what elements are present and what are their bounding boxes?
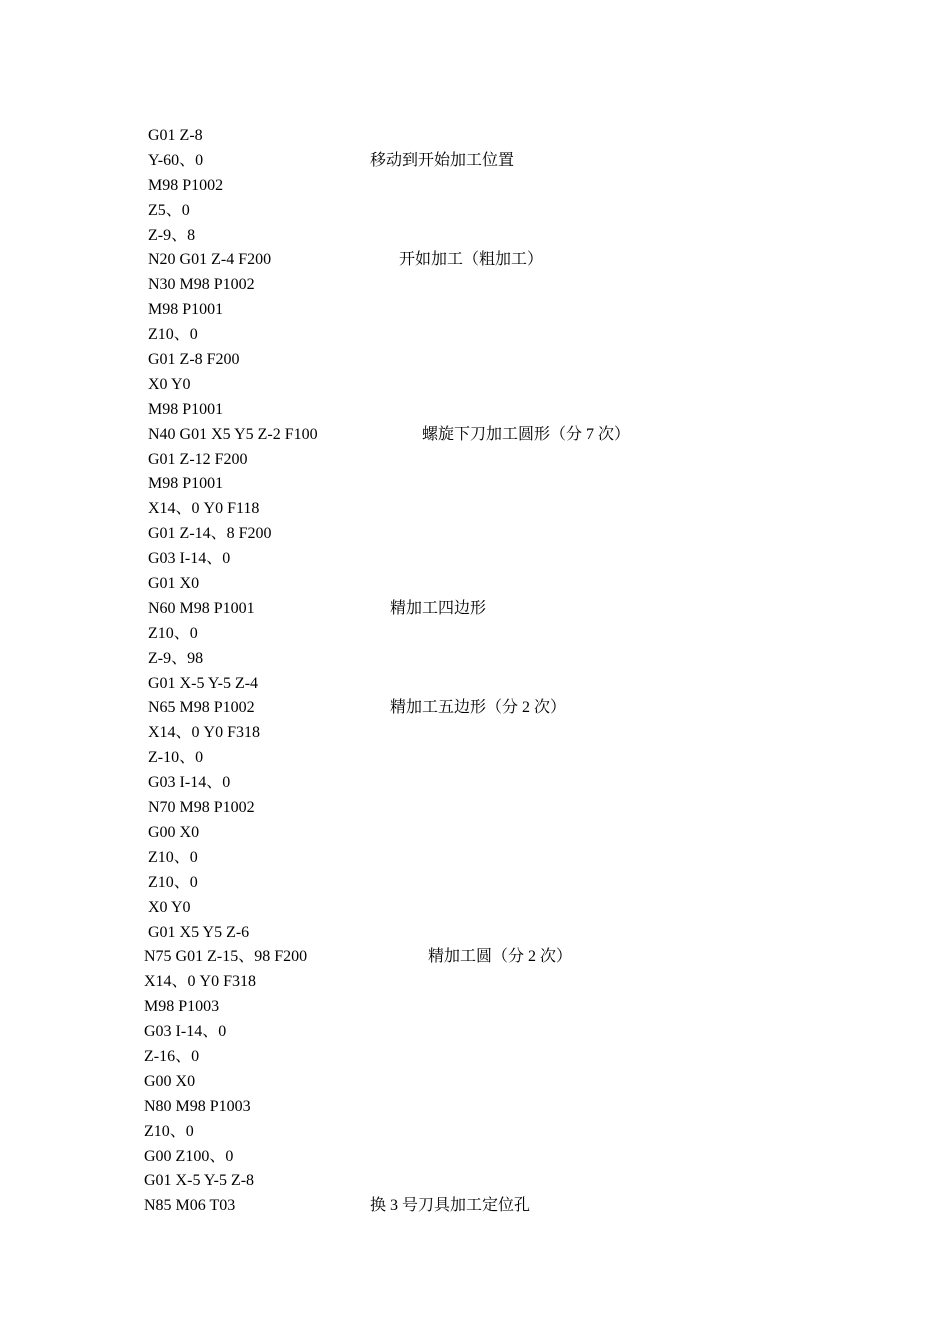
gcode-text: G01 X5 Y5 Z-6	[148, 923, 250, 941]
program-line	[0, 1120, 950, 1145]
program-line	[0, 224, 950, 249]
gcode-text: X14、0 Y0 F318	[148, 724, 261, 742]
gcode-text: N85 M06 T03	[144, 1197, 236, 1215]
gcode-text: N40 G01 X5 Y5 Z-2 F100	[148, 425, 318, 443]
line-comment: 换 3 号刀具加工定位孔	[370, 1197, 531, 1215]
gcode-text: G01 Z-8 F200	[148, 351, 240, 369]
program-line	[0, 497, 950, 522]
gcode-text: Z10、0	[148, 873, 198, 891]
gcode-text: N65 M98 P1002	[148, 699, 255, 717]
program-line	[0, 846, 950, 871]
gcode-text: G00 X0	[144, 1072, 196, 1090]
gcode-text: Z10、0	[148, 624, 198, 642]
gcode-text: M98 P1002	[148, 176, 224, 194]
program-line	[0, 1095, 950, 1120]
gcode-text: G01 X0	[148, 575, 200, 593]
gcode-text: M98 P1001	[148, 301, 224, 319]
program-line	[0, 248, 950, 273]
gcode-text: X0 Y0	[148, 375, 191, 393]
gcode-text: X0 Y0	[148, 898, 191, 916]
gcode-text: Y-60、0	[148, 151, 204, 169]
gcode-text: G01 X-5 Y-5 Z-4	[148, 674, 259, 692]
program-line	[0, 970, 950, 995]
gcode-text: M98 P1001	[148, 475, 224, 493]
line-comment: 精加工圆（分 2 次）	[428, 948, 573, 966]
gcode-text: G01 Z-12 F200	[148, 450, 248, 468]
line-comment: 螺旋下刀加工圆形（分 7 次）	[422, 425, 631, 443]
program-line	[0, 921, 950, 946]
gcode-text: X14、0 Y0 F118	[148, 500, 260, 518]
program-line	[0, 821, 950, 846]
program-line	[0, 647, 950, 672]
gcode-text: M98 P1001	[148, 400, 224, 418]
program-line	[0, 896, 950, 921]
program-line	[0, 373, 950, 398]
gcode-text: G01 X-5 Y-5 Z-8	[144, 1172, 255, 1190]
program-line	[0, 995, 950, 1020]
gcode-text: Z10、0	[148, 326, 198, 344]
gcode-text: N75 G01 Z-15、98 F200	[144, 948, 308, 966]
line-comment: 精加工四边形	[390, 599, 487, 617]
line-comment: 移动到开始加工位置	[370, 151, 515, 169]
gcode-text: X14、0 Y0 F318	[144, 973, 257, 991]
program-line	[0, 522, 950, 547]
program-line	[0, 348, 950, 373]
program-line	[0, 796, 950, 821]
gcode-text: G00 Z100、0	[144, 1147, 234, 1165]
program-line	[0, 1145, 950, 1170]
gcode-text: N70 M98 P1002	[148, 799, 255, 817]
line-comment: 精加工五边形（分 2 次）	[390, 699, 567, 717]
gcode-text: Z-16、0	[144, 1047, 200, 1065]
program-line	[0, 721, 950, 746]
gcode-text: Z-9、8	[148, 226, 196, 244]
gcode-text: N20 G01 Z-4 F200	[148, 251, 272, 269]
nc-program-listing	[0, 124, 950, 1219]
program-line	[0, 199, 950, 224]
gcode-text: G01 Z-14、8 F200	[148, 525, 272, 543]
gcode-text: N60 M98 P1001	[148, 599, 255, 617]
program-line	[0, 1070, 950, 1095]
gcode-text: G03 I-14、0	[148, 550, 231, 568]
gcode-text: G03 I-14、0	[148, 774, 231, 792]
program-line	[0, 298, 950, 323]
gcode-text: M98 P1003	[144, 998, 220, 1016]
program-line	[0, 1045, 950, 1070]
gcode-text: G03 I-14、0	[144, 1023, 227, 1041]
program-line	[0, 871, 950, 896]
program-line	[0, 1194, 950, 1219]
program-line	[0, 124, 950, 149]
program-line	[0, 273, 950, 298]
program-line	[0, 398, 950, 423]
program-line	[0, 423, 950, 448]
gcode-text: Z10、0	[144, 1122, 194, 1140]
program-line	[0, 547, 950, 572]
program-line	[0, 672, 950, 697]
program-line	[0, 149, 950, 174]
program-line	[0, 174, 950, 199]
program-line	[0, 945, 950, 970]
program-line	[0, 771, 950, 796]
gcode-text: N80 M98 P1003	[144, 1097, 251, 1115]
program-line	[0, 572, 950, 597]
gcode-text: Z5、0	[148, 201, 190, 219]
gcode-text: G00 X0	[148, 823, 200, 841]
program-line	[0, 323, 950, 348]
program-line	[0, 1169, 950, 1194]
line-comment: 开如加工（粗加工）	[399, 251, 544, 269]
gcode-text: Z10、0	[148, 848, 198, 866]
program-line	[0, 1020, 950, 1045]
gcode-text: N30 M98 P1002	[148, 276, 255, 294]
gcode-text: Z-10、0	[148, 749, 204, 767]
program-line	[0, 746, 950, 771]
gcode-text: G01 Z-8	[148, 127, 203, 144]
program-line	[0, 597, 950, 622]
gcode-text: Z-9、98	[148, 649, 204, 667]
program-line	[0, 472, 950, 497]
program-line	[0, 622, 950, 647]
program-line	[0, 448, 950, 473]
program-line	[0, 696, 950, 721]
